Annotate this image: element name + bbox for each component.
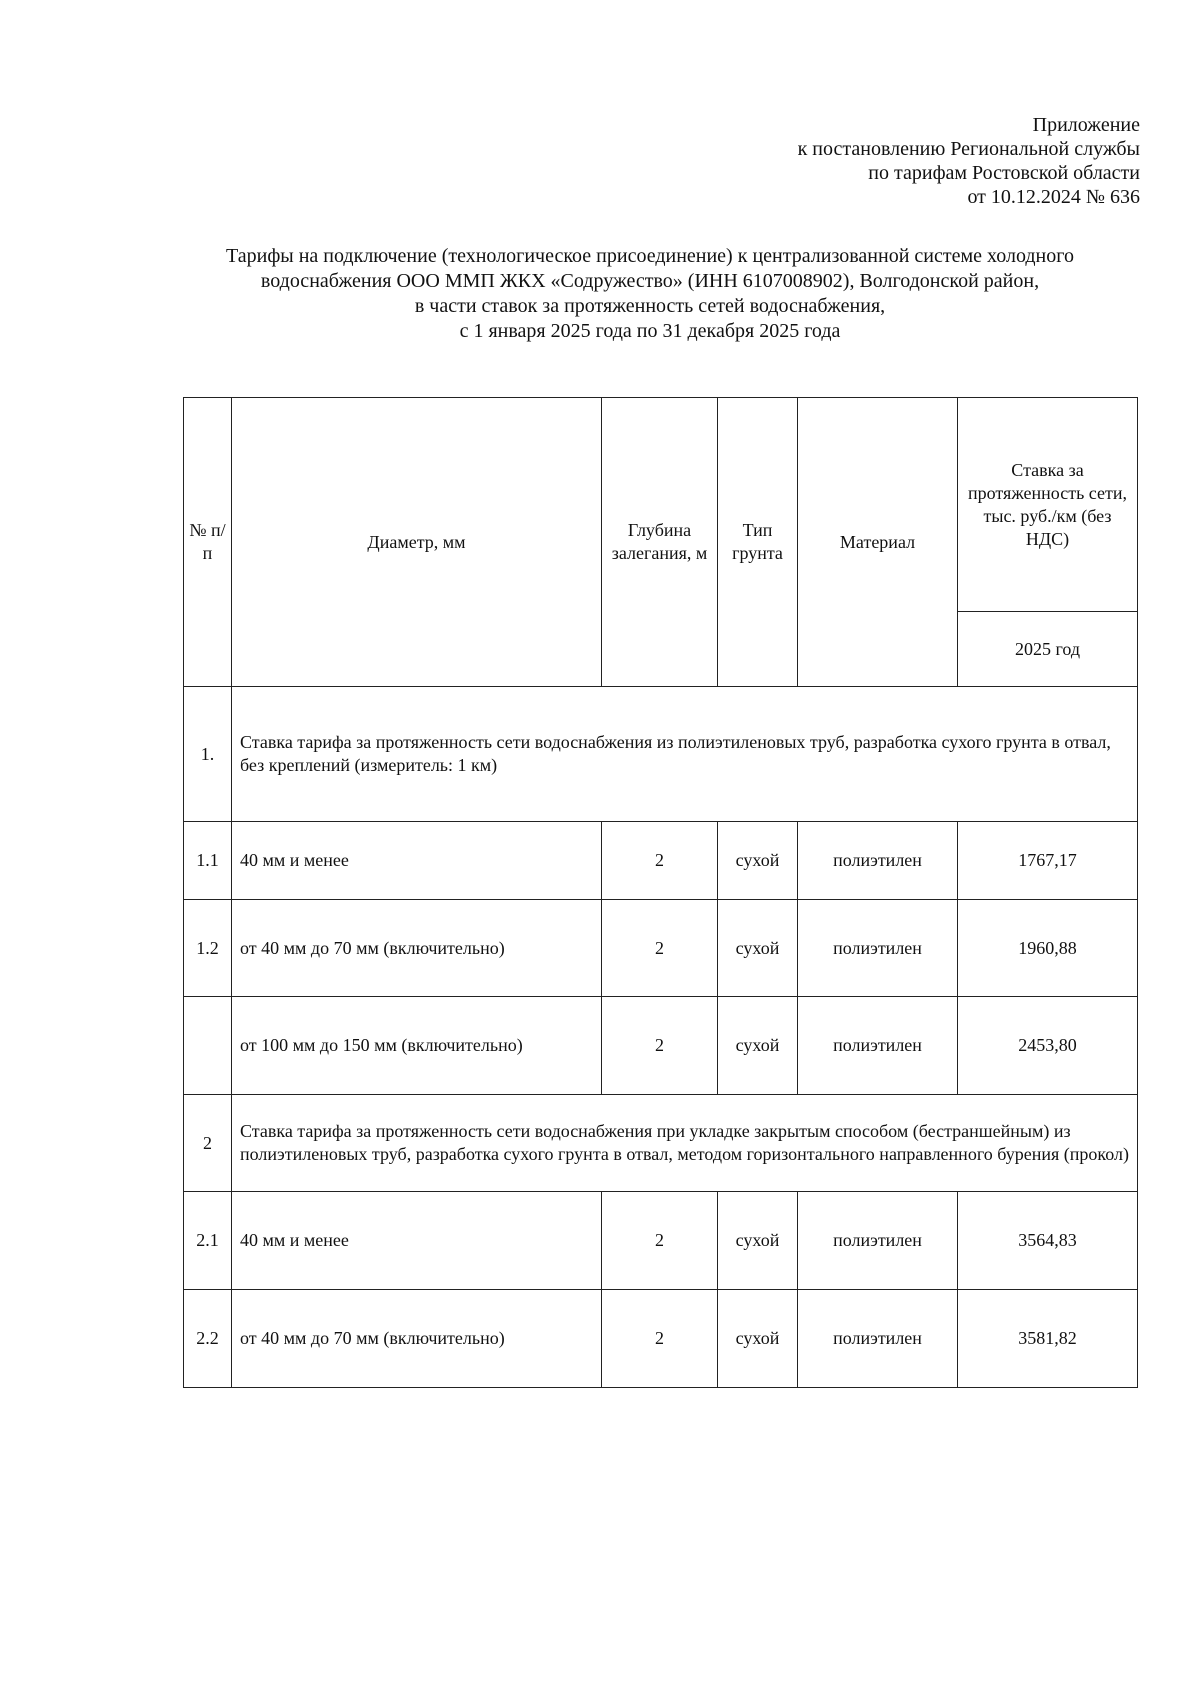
header-soil: Тип грунта — [718, 398, 798, 687]
appendix-line: от 10.12.2024 № 636 — [967, 186, 1140, 208]
row-rate: 2453,80 — [958, 997, 1138, 1095]
row-depth: 2 — [602, 1192, 718, 1290]
appendix-line: к постановлению Региональной службы — [797, 138, 1140, 160]
header-material: Материал — [798, 398, 958, 687]
table-row — [184, 900, 1138, 997]
section-num: 2 — [184, 1095, 232, 1192]
row-diameter: от 40 мм до 70 мм (включительно) — [232, 1290, 602, 1388]
row-material: полиэтилен — [798, 900, 958, 997]
section-row — [184, 1095, 1138, 1192]
title-line: Тарифы на подключение (технологическое присоединение) к централизованной системе холодного — [226, 245, 1074, 267]
section-text: Ставка тарифа за протяженность сети водоснабжения при укладке закрытым способом (бестраншейным) из полиэтиленовых труб, разработка сухого грунта в отвал, методом горизонтального направленного бурения (прокол) — [232, 1095, 1138, 1192]
title-line: водоснабжения ООО ММП ЖКХ «Содружество» (ИНН 6107008902), Волгодонской район, — [260, 270, 1040, 292]
row-rate: 3564,83 — [958, 1192, 1138, 1290]
row-num: 2.2 — [184, 1290, 232, 1388]
row-soil: сухой — [718, 1192, 798, 1290]
row-material: полиэтилен — [798, 822, 958, 900]
row-soil: сухой — [718, 1290, 798, 1388]
row-material: полиэтилен — [798, 1192, 958, 1290]
row-depth: 2 — [602, 822, 718, 900]
appendix-block — [620, 113, 1140, 209]
row-soil: сухой — [718, 900, 798, 997]
tariff-table — [183, 397, 1138, 1388]
section-text: Ставка тарифа за протяженность сети водоснабжения из полиэтиленовых труб, разработка сухого грунта в отвал, без креплений (измеритель: 1 км) — [232, 687, 1138, 822]
title-line: с 1 января 2025 года по 31 декабря 2025 года — [459, 320, 841, 342]
table-row — [184, 1290, 1138, 1388]
header-diameter: Диаметр, мм — [232, 398, 602, 687]
document-title — [150, 244, 1150, 344]
title-line: в части ставок за протяженность сетей водоснабжения, — [414, 295, 886, 317]
row-diameter: 40 мм и менее — [232, 1192, 602, 1290]
row-depth: 2 — [602, 1290, 718, 1388]
section-num: 1. — [184, 687, 232, 822]
row-rate: 1960,88 — [958, 900, 1138, 997]
row-diameter: 40 мм и менее — [232, 822, 602, 900]
header-num: № п/ п — [184, 398, 232, 687]
table-row — [184, 822, 1138, 900]
row-num — [184, 997, 232, 1095]
row-depth: 2 — [602, 997, 718, 1095]
row-soil: сухой — [718, 822, 798, 900]
header-depth: Глубина залегания, м — [602, 398, 718, 687]
appendix-line: Приложение — [1032, 114, 1140, 136]
table-row — [184, 1192, 1138, 1290]
table-row — [184, 997, 1138, 1095]
row-soil: сухой — [718, 997, 798, 1095]
row-num: 1.2 — [184, 900, 232, 997]
header-year: 2025 год — [958, 612, 1138, 687]
row-material: полиэтилен — [798, 1290, 958, 1388]
row-diameter: от 100 мм до 150 мм (включительно) — [232, 997, 602, 1095]
row-material: полиэтилен — [798, 997, 958, 1095]
row-rate: 1767,17 — [958, 822, 1138, 900]
row-rate: 3581,82 — [958, 1290, 1138, 1388]
table-header-row — [184, 398, 1138, 612]
appendix-line: по тарифам Ростовской области — [868, 162, 1140, 184]
row-diameter: от 40 мм до 70 мм (включительно) — [232, 900, 602, 997]
row-depth: 2 — [602, 900, 718, 997]
section-row — [184, 687, 1138, 822]
row-num: 1.1 — [184, 822, 232, 900]
header-rate: Ставка за протяженность сети, тыс. руб./км (без НДС) — [958, 398, 1138, 612]
row-num: 2.1 — [184, 1192, 232, 1290]
